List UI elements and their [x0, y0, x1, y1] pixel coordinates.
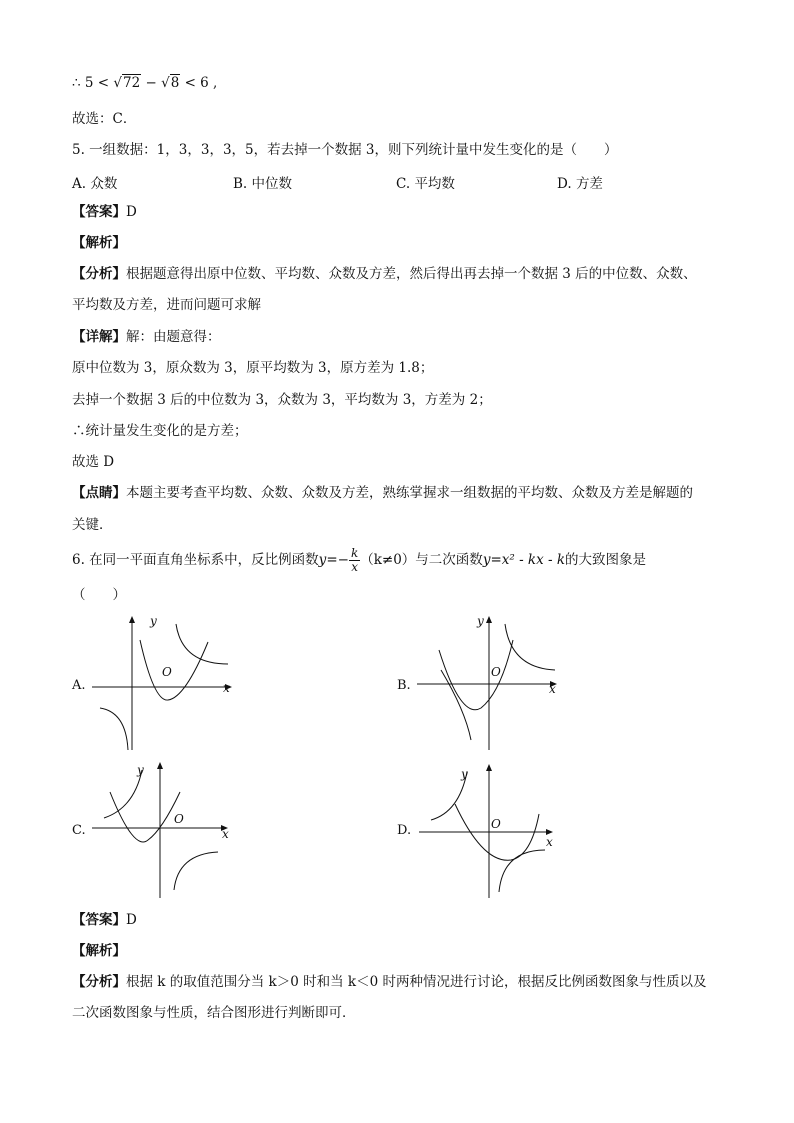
option-letter: B.	[233, 176, 248, 192]
q5-option-b	[233, 172, 292, 192]
parabola	[110, 792, 180, 842]
q6-stem-a: 6. 在同一平面直角坐标系中，反比例函数	[72, 552, 319, 568]
fenxi-text: 根据题意得出原中位数、平均数、众数及方差，然后得出再去掉一个数据 3 后的中位数、众数、	[126, 266, 697, 282]
q6-analysis-tag: 【解析】	[72, 943, 126, 959]
answer-tag: 【答案】	[72, 204, 126, 220]
origin-label: O	[162, 665, 172, 679]
axis-x-label: x	[546, 835, 553, 849]
parabola	[140, 640, 208, 700]
q5-stem: 5. 一组数据：1，3，3，3，5，若去掉一个数据 3，则下列统计量中发生变化的是（ ）	[72, 142, 618, 158]
eq-minus: =−	[326, 552, 349, 568]
q5-option-d	[557, 172, 603, 192]
q5-dianjing-cont: 关键．	[72, 517, 113, 533]
minus-sign: −	[141, 75, 162, 91]
axis-y-label: y	[461, 767, 468, 781]
hyperbola-branch-1	[505, 624, 555, 670]
axis-x-label: x	[223, 681, 230, 695]
graph-a	[90, 612, 240, 752]
fenxi-tag: 【分析】	[72, 974, 126, 990]
q6-paren: （ ）	[72, 587, 126, 603]
axis-x-label: x	[549, 682, 556, 696]
q5-detail-3: ∴统计量发生变化的是方差；	[72, 423, 248, 439]
hyperbola-branch-2	[499, 850, 545, 892]
y-var: y	[318, 552, 327, 568]
q6-cond: （k≠0）与二次函数	[360, 552, 483, 568]
origin-label: O	[491, 665, 501, 679]
option-text: 平均数	[414, 176, 455, 192]
option-text: 众数	[90, 176, 118, 192]
fenxi-tag: 【分析】	[72, 266, 126, 282]
frac-den: x	[351, 560, 358, 574]
q6-stem-b: 的大致图象是	[565, 552, 647, 568]
fenxi-text: 根据 k 的取值范围分当 k＞0 时和当 k＜0 时两种情况进行讨论，根据反比例函数图象与性质以及	[126, 974, 707, 990]
q5-fenxi	[72, 265, 697, 283]
fraction-k-over-x	[349, 547, 360, 574]
graph-c-label: C.	[72, 823, 86, 838]
option-letter: D.	[557, 176, 572, 192]
option-letter: A.	[72, 176, 87, 192]
q6-answer	[72, 911, 137, 929]
origin-label: O	[174, 812, 184, 826]
answer-value: D	[126, 204, 137, 220]
answer-value: D	[126, 912, 137, 928]
ineq-part-a: ∴ 5 <	[72, 75, 110, 91]
hyperbola-branch-1	[176, 624, 228, 664]
answer-tag: 【答案】	[72, 912, 126, 928]
graph-d-label: D.	[397, 823, 412, 838]
previous-inequality	[72, 74, 217, 92]
hyperbola-branch-2	[100, 708, 128, 750]
q5-option-a	[72, 172, 117, 192]
q6-fenxi	[72, 973, 706, 991]
origin-label: O	[491, 817, 501, 831]
q5-analysis-tag: 【解析】	[72, 235, 126, 251]
option-letter: C.	[396, 176, 411, 192]
hyperbola-branch-2	[441, 670, 471, 740]
frac-num: k	[350, 546, 359, 560]
axis-y-label: y	[150, 614, 157, 628]
parabola	[439, 640, 513, 710]
axis-x-label: x	[222, 827, 229, 841]
q5-dianjing	[72, 484, 693, 502]
q5-detail-2: 去掉一个数据 3 后的中位数为 3，众数为 3，平均数为 3，方差为 2；	[72, 392, 492, 408]
sqrt-symbol-2: √	[161, 75, 170, 91]
graph-c	[90, 758, 240, 900]
hyperbola-branch-1	[104, 770, 142, 818]
xiangjie-tag: 【详解】	[72, 329, 126, 345]
axis-y-label: y	[477, 614, 484, 628]
graph-b	[415, 612, 565, 752]
quadratic-expr: y=x² - kx - k	[482, 552, 566, 568]
sqrt-8: 8	[170, 75, 180, 91]
graph-a-label: A.	[72, 678, 86, 693]
q5-xiangjie	[72, 328, 221, 346]
q6-fenxi-cont: 二次函数图象与性质，结合图形进行判断即可．	[72, 1005, 356, 1021]
graph-d	[415, 758, 565, 900]
option-text: 中位数	[251, 176, 293, 192]
hyperbola-branch-2	[174, 852, 218, 890]
xiangjie-text: 解：由题意得：	[126, 329, 221, 345]
dianjing-text: 本题主要考查平均数、众数、众数及方差，熟练掌握求一组数据的平均数、众数及方差是解题的	[126, 485, 693, 501]
dianjing-tag: 【点睛】	[72, 485, 126, 501]
prev-conclusion: 故选：C．	[72, 111, 137, 127]
q5-detail-1: 原中位数为 3，原众数为 3，原平均数为 3，原方差为 1.8；	[72, 360, 434, 376]
q5-option-c	[396, 172, 455, 192]
axis-y-label: y	[137, 763, 144, 777]
q5-fenxi-cont: 平均数及方差，进而问题可求解	[72, 297, 261, 313]
q5-conclusion: 故选 D	[72, 454, 115, 470]
sqrt-symbol: √	[113, 75, 122, 91]
graph-b-label: B.	[397, 678, 411, 693]
ineq-part-b: < 6 ,	[180, 75, 218, 91]
q6-stem	[72, 545, 646, 575]
q5-answer	[72, 203, 137, 221]
sqrt-72: 72	[122, 75, 141, 91]
option-text: 方差	[575, 176, 603, 192]
